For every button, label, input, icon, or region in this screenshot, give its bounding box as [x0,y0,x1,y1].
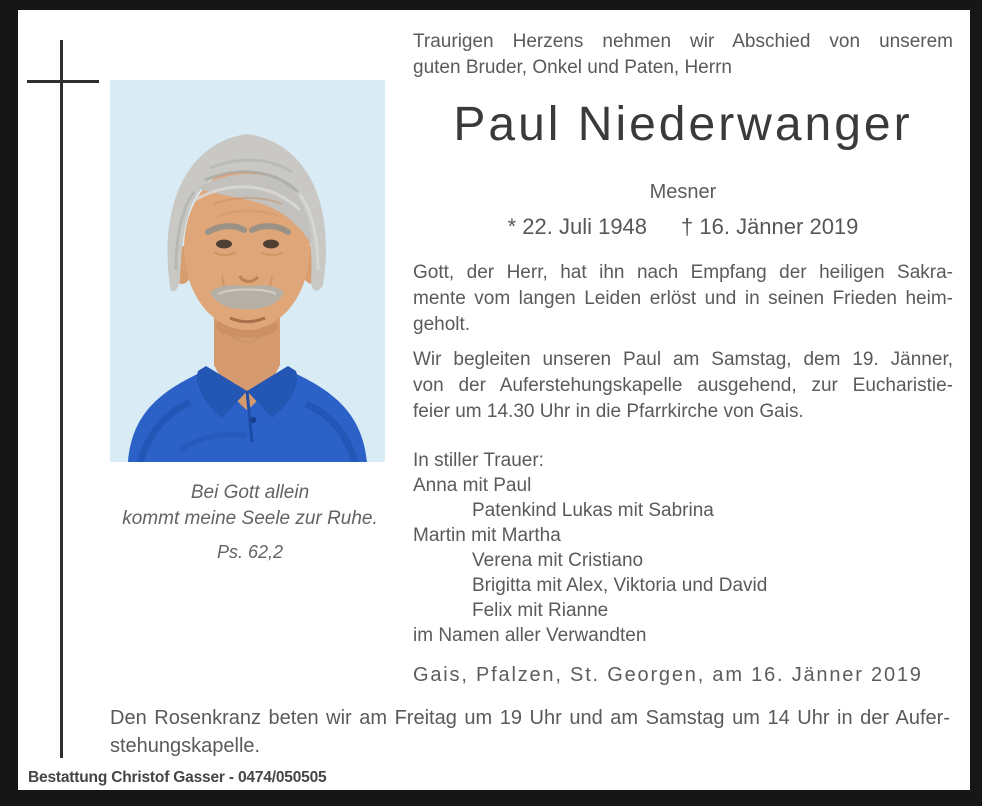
mourner: Brigitta mit Alex, Viktoria und David [472,575,768,596]
cross-horizontal-bar [27,80,99,83]
blessing-line: geholt. [413,314,471,335]
photo-caption [80,480,420,565]
funeral-home-credit: Bestattung Christof Gasser - 0474/050505 [28,769,327,786]
rosary-line: Den Rosenkranz beten wir am Freitag um 19 Uhr und am Samstag um 14 Uhr in der Aufer- [110,707,950,729]
intro-paragraph [413,29,953,81]
obituary-card [18,10,970,790]
mourner: Martin mit Martha [413,525,561,546]
birth-date: * 22. Juli 1948 [507,214,648,239]
portrait-illustration [110,80,385,462]
blessing-paragraph [413,260,953,338]
mourning-footer: im Namen aller Verwandten [413,625,647,646]
life-dates [413,214,953,240]
funeral-info-line: Wir begleiten unseren Paul am Samstag, dem 19. Jänner, [413,349,953,370]
caption-line: Bei Gott allein [190,482,310,503]
mourner: Anna mit Paul [413,475,532,496]
rosary-line: stehungskapelle. [110,735,261,757]
deceased-role: Mesner [649,181,717,203]
caption-line: kommt meine Seele zur Ruhe. [122,508,378,529]
mourning-header: In stiller Trauer: [413,450,544,471]
intro-line: Traurigen Herzens nehmen wir Abschied von unserem [413,31,953,52]
blessing-line: mente vom langen Leiden erlöst und in seinen Frieden heim- [413,288,953,309]
blessing-line: Gott, der Herr, hat ihn nach Empfang der heiligen Sakra- [413,262,953,283]
psalm-reference: Ps. 62,2 [216,542,284,562]
place-date-line: Gais, Pfalzen, St. Georgen, am 16. Jänner 2019 [413,664,923,686]
mourner: Felix mit Rianne [472,600,609,621]
rosary-paragraph [110,704,950,760]
funeral-info-line: feier um 14.30 Uhr in die Pfarrkirche von Gais. [413,401,804,422]
portrait-photo [110,80,385,462]
cross-vertical-bar [60,40,63,758]
mourning-list [413,448,953,648]
funeral-info-line: von der Auferstehungskapelle ausgehend, zur Eucharistie- [413,375,953,396]
mourner: Verena mit Cristiano [472,550,644,571]
deceased-name: Paul Niederwanger [453,98,913,151]
death-date: † 16. Jänner 2019 [681,214,859,239]
funeral-info-paragraph [413,347,953,425]
intro-line: guten Bruder, Onkel und Paten, Herrn [413,57,732,78]
mourner: Patenkind Lukas mit Sabrina [472,500,714,521]
